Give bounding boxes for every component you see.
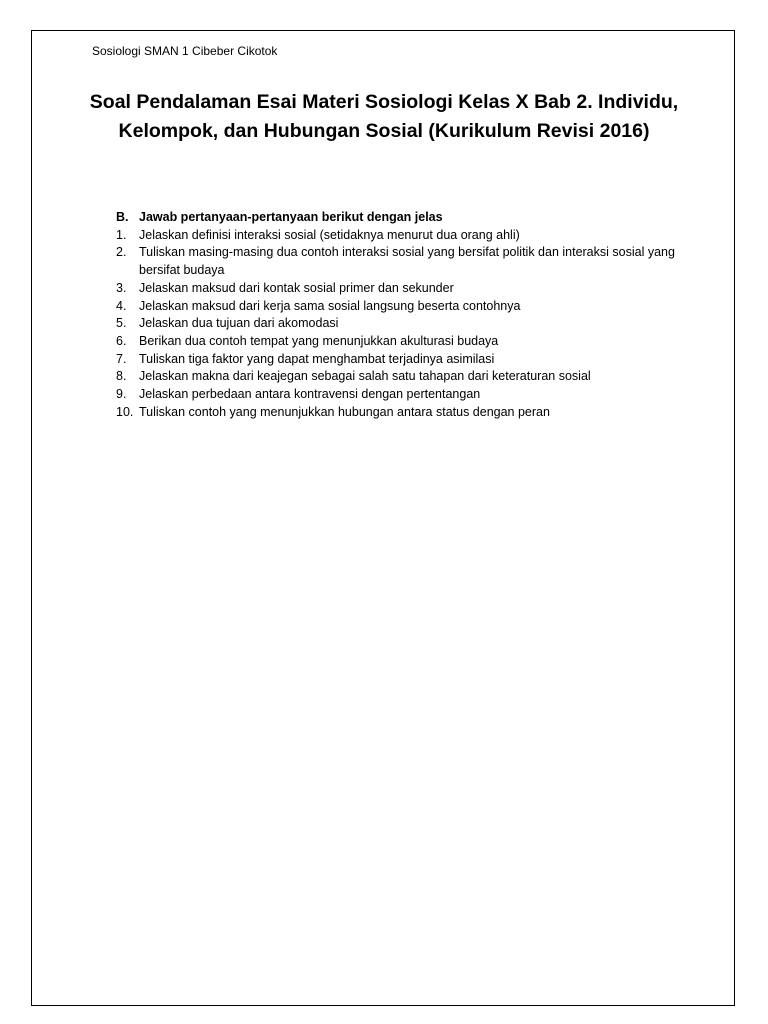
question-number: 4. <box>116 298 127 313</box>
question-section <box>116 209 696 421</box>
question-number: 3. <box>116 280 127 295</box>
section-heading <box>116 209 696 227</box>
question-text: Jelaskan perbedaan antara kontravensi dengan pertentangan <box>139 387 481 402</box>
question-text: Tuliskan contoh yang menunjukkan hubungan antara status dengan peran <box>139 404 550 419</box>
page-border <box>31 30 735 1006</box>
question-item <box>116 404 696 422</box>
question-number: 5. <box>116 316 127 331</box>
section-heading-text: Jawab pertanyaan-pertanyaan berikut dengan jelas <box>139 210 443 224</box>
question-number: 6. <box>116 333 127 348</box>
question-number: 9. <box>116 387 127 402</box>
document-title: Soal Pendalaman Esai Materi Sosiologi Kelas X Bab 2. Individu, Kelompok, dan Hubungan Sosial (Kurikulum Revisi 2016) <box>89 91 679 142</box>
question-text: Jelaskan makna dari keajegan sebagai salah satu tahapan dari keteraturan sosial <box>139 369 591 384</box>
question-number: 7. <box>116 351 127 366</box>
question-number: 1. <box>116 227 127 242</box>
question-text: Jelaskan maksud dari kerja sama sosial langsung beserta contohnya <box>139 298 521 313</box>
section-marker: B. <box>116 210 129 224</box>
question-item <box>116 351 696 369</box>
question-text: Tuliskan tiga faktor yang dapat menghambat terjadinya asimilasi <box>139 351 495 366</box>
question-text: Jelaskan maksud dari kontak sosial primer dan sekunder <box>139 280 454 295</box>
question-item <box>116 368 696 386</box>
question-item <box>116 280 696 298</box>
question-item <box>116 386 696 404</box>
question-item <box>116 244 696 279</box>
page-header: Sosiologi SMAN 1 Cibeber Cikotok <box>92 44 278 58</box>
question-text: Jelaskan dua tujuan dari akomodasi <box>139 316 339 331</box>
question-item <box>116 227 696 245</box>
question-item <box>116 315 696 333</box>
question-number: 2. <box>116 245 127 260</box>
question-item <box>116 298 696 316</box>
question-number: 10. <box>116 404 134 419</box>
question-text: Tuliskan masing-masing dua contoh interaksi sosial yang bersifat politik dan interaksi sosial yang bersifat budaya <box>139 245 675 278</box>
question-number: 8. <box>116 369 127 384</box>
question-item <box>116 333 696 351</box>
question-text: Jelaskan definisi interaksi sosial (setidaknya menurut dua orang ahli) <box>139 227 520 242</box>
question-text: Berikan dua contoh tempat yang menunjukkan akulturasi budaya <box>139 333 499 348</box>
